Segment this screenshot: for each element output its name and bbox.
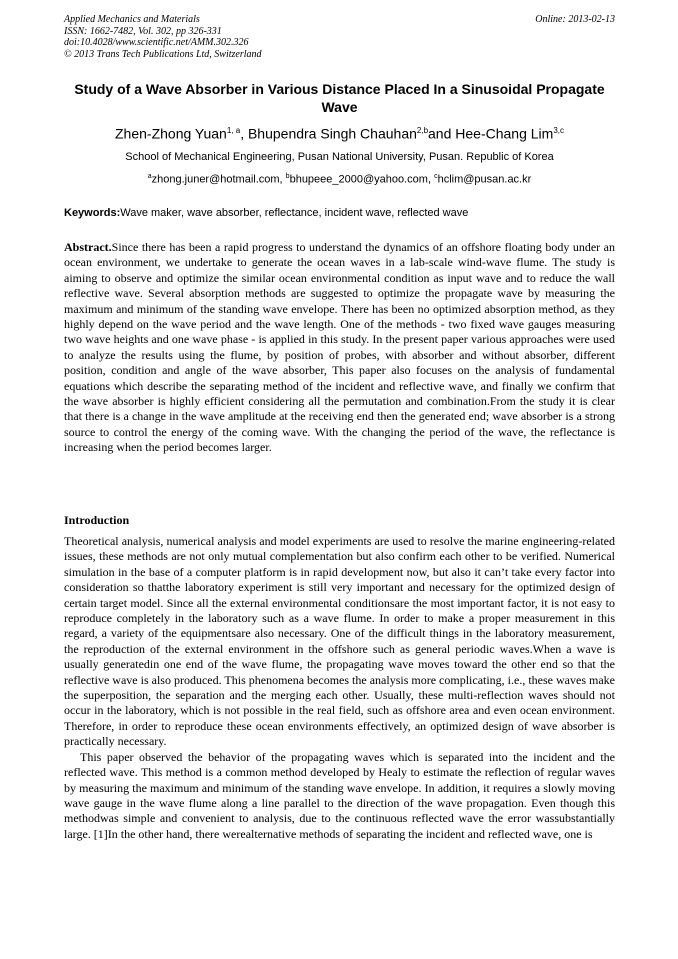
author-name: Bhupendra Singh Chauhan — [247, 125, 417, 142]
email-address: bhupeee_2000@yahoo.com, — [289, 173, 435, 186]
author-affil-mark: 2,b — [416, 126, 429, 135]
author-list — [64, 122, 615, 143]
author-separator: and — [428, 125, 456, 142]
paragraph: This paper observed the behavior of the propagating waves which is separated into the incident and the reflected wave. This method is a common method developed by Healy to estimate the reflection of regular waves by measuring the maximum and minimum of the standing wave envelope. In addition, it requires a slowly moving wave gauge in the wave flume along a line parallel to the direction of the wave propagation. Even though this methodwas simple and convenient to analysis, due to the continuous reflected wave the error wassubstantially large. [1]In the other hand, there werealternative methods of separating the incident and reflected wave, one is — [64, 749, 615, 841]
email-address: hclim@pusan.ac.kr — [437, 173, 532, 186]
issn-line: ISSN: 1662-7482, Vol. 302, pp 326-331 — [64, 25, 222, 37]
paper-title: Study of a Wave Absorber in Various Distance Placed In a Sinusoidal Propagate Wave — [74, 81, 605, 115]
author-separator: , — [240, 125, 248, 142]
online-date: Online: 2013-02-13 — [535, 14, 615, 25]
abstract — [64, 240, 615, 456]
author-affil-mark: 1, a — [226, 126, 241, 135]
keywords-label: Keywords: — [64, 207, 121, 219]
author-name: Zhen-Zhong Yuan — [115, 125, 227, 142]
keywords — [64, 206, 615, 220]
paragraph: Theoretical analysis, numerical analysis and model experiments are used to resolve the marine engineering-related issues, these methods are not only mutual complementation but also confirm each other to be verified. Numerical simulation in the base of a computer platform is in rapid development now, but also it can’t take every factor into consideration so thatthe laboratory experiment is still very important and necessary for the optimized design of certain target model. Since all the external environmental conditionsare the most important factor, it is not easy to reproduce completely in the laboratory such as a wave flume. In order to make a proper measurement in this regard, a variety of the equipmentsare also necessary. One of the difficult things in the laboratory measurement, the reproduction of the external environment in the offshore such as general periodic waves.When a wave is usually generatedin one end of the wave flume, the propagating wave moves toward the other end so that the reflective wave is also produced. This phenomena becomes the analysis more complicating, i.e., these waves make the superposition, the separation and the merging each other. Usually, these multi-reflection waves should not occur in the laboratory, which is not possible in the real field, such as offshore area and even ocean environment. Therefore, in order to reproduce these ocean environments effectively, an optimized design of wave absorber is practically necessary. — [64, 534, 615, 749]
email-mark: b — [285, 173, 290, 180]
introduction-body — [64, 534, 615, 842]
abstract-label: Abstract. — [64, 240, 112, 254]
journal-name: Applied Mechanics and Materials — [64, 14, 200, 25]
author-name: Hee-Chang Lim — [455, 125, 554, 142]
journal-header — [64, 14, 615, 60]
email-address: zhong.juner@hotmail.com, — [151, 173, 286, 186]
email-list — [64, 170, 615, 187]
email-mark: a — [147, 173, 152, 180]
keywords-text: Wave maker, wave absorber, reflectance, incident wave, reflected wave — [120, 207, 469, 219]
email-mark: c — [434, 173, 438, 180]
author-affil-mark: 3,c — [553, 126, 564, 135]
copyright-line: © 2013 Trans Tech Publications Ltd, Switzerland — [64, 48, 262, 60]
doi-line: doi:10.4028/www.scientific.net/AMM.302.326 — [64, 37, 249, 48]
section-heading-introduction: Introduction — [64, 513, 130, 527]
abstract-text: Since there has been a rapid progress to understand the dynamics of an offshore floating body under an ocean environment, we undertake to generate the ocean waves in a lab-scale wind-wave flume. The study is aiming to observe and optimize the similar ocean environmental condition as input wave and to reduce the wall reflective wave. Several absorption methods are suggested to optimize the propagate wave by measuring the maximum and minimum of the standing wave envelope. There has been no optimized absorption method, as they highly depend on the wave period and the wave length. One of the methods - two fixed wave gauges measuring two wave heights and one wave phase - is applied in this study. In the present paper various approaches were used to analyze the results using the flume, by position of probes, with absorber and without absorber, different position, condition and angle of the wave absorber, This paper also focuses on the analysis of fundamental equations which describe the separating method of the incident and reflective wave, and finally we confirm that the wave absorber is highly efficient considering all the permutation and combination.From the study it is clear that there is a change in the wave amplitude at the receiving end then the generated end; wave absorber is a strong source to control the energy of the coming wave. With the changing the period of the wave, the reflectance is increasing when the period becomes larger. — [64, 240, 615, 455]
affiliation: School of Mechanical Engineering, Pusan National University, Pusan. Republic of Korea — [125, 151, 554, 163]
